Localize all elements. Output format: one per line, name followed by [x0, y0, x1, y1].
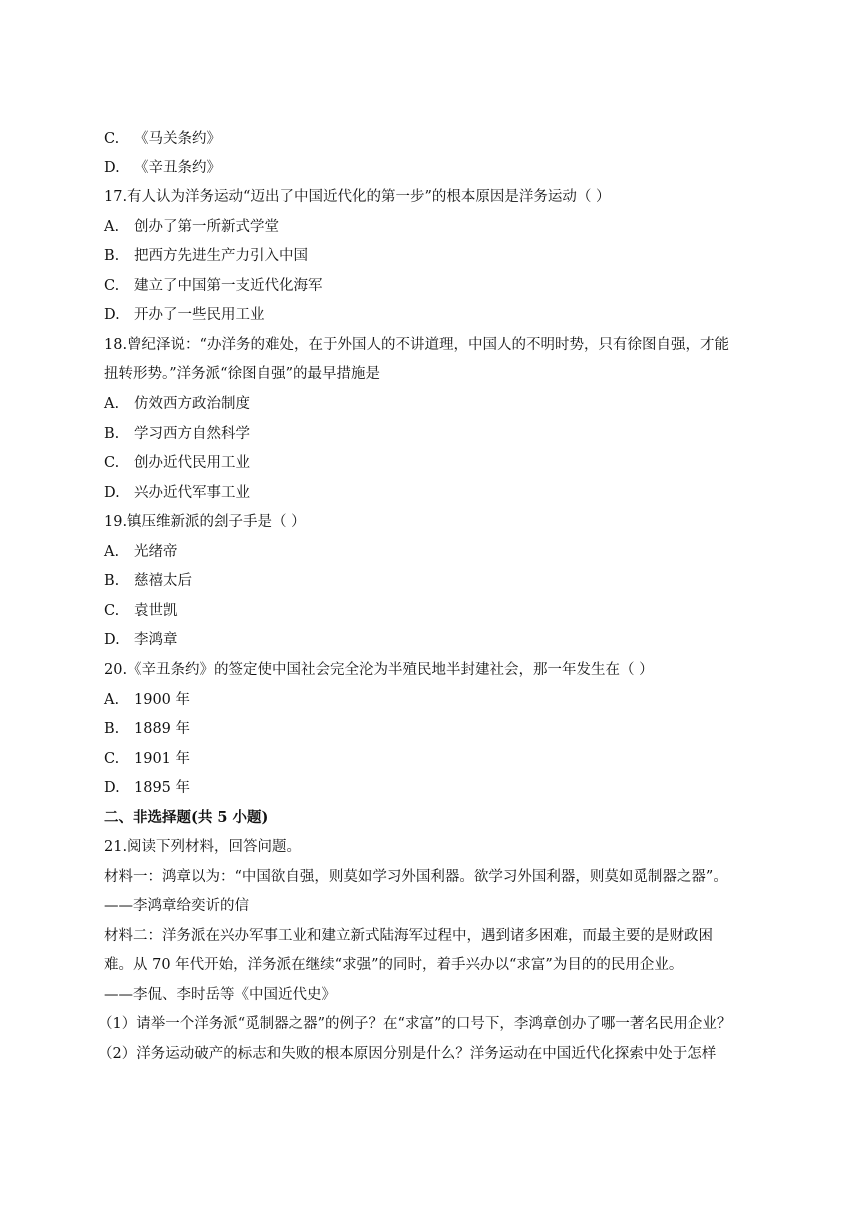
option-letter: B.	[104, 248, 120, 264]
option-letter: C.	[104, 278, 120, 294]
option-text: 仿效西方政治制度	[134, 396, 250, 412]
q21-stem: 21.阅读下列材料，回答问题。	[104, 839, 302, 855]
q19-option-d	[104, 630, 784, 650]
q18-stem-line1: 18.曾纪泽说：“办洋务的难处，在于外国人的不讲道理，中国人的不明时势，只有徐图自强，才能	[104, 337, 729, 353]
q17-option-a	[104, 217, 784, 237]
option-text: 兴办近代军事工业	[134, 485, 250, 501]
q17-option-d	[104, 305, 784, 325]
q17-option-c	[104, 276, 784, 296]
q20-option-a	[104, 690, 784, 710]
option-letter: A.	[104, 396, 120, 412]
option-letter: D.	[104, 780, 120, 796]
section-heading: 二、非选择题(共 5 小题)	[104, 809, 269, 826]
option-text: 把西方先进生产力引入中国	[134, 248, 308, 264]
q19-stem: 19.镇压维新派的刽子手是（ ）	[104, 514, 306, 530]
q20-option-d	[104, 778, 784, 798]
q21-material1: 材料一：鸿章以为：“中国欲自强，则莫如学习外国利器。欲学习外国利器，则莫如觅制器之器”。	[104, 869, 728, 885]
option-text: 学习西方自然科学	[134, 426, 250, 442]
q20-stem: 20.《辛丑条约》的签定使中国社会完全沦为半殖民地半封建社会，那一年发生在（ ）	[104, 662, 654, 678]
q21-source2: ——李侃、李时岳等《中国近代史》	[104, 987, 336, 1003]
option-text: 建立了中国第一支近代化海军	[134, 278, 323, 294]
q18-option-b	[104, 424, 784, 444]
option-letter: C.	[104, 131, 120, 147]
option-text: 开办了一些民用工业	[134, 307, 265, 323]
q20-option-b	[104, 719, 784, 739]
option-text: 1895 年	[134, 780, 191, 796]
option-letter: D.	[104, 307, 120, 323]
q19-option-a	[104, 542, 784, 562]
option-letter: A.	[104, 219, 120, 235]
option-letter: B.	[104, 721, 120, 737]
q21-subquestion-2: （2）洋务运动破产的标志和失败的根本原因分别是什么？洋务运动在中国近代化探索中处于怎样	[98, 1046, 717, 1062]
option-text: 慈禧太后	[134, 573, 192, 589]
option-letter: B.	[104, 426, 120, 442]
option-text: 创办近代民用工业	[134, 455, 250, 471]
option-text: 《马关条约》	[134, 131, 221, 147]
q18-option-c	[104, 453, 784, 473]
q18-stem-line2: 扭转形势。”洋务派“徐图自强”的最早措施是	[104, 366, 380, 382]
option-text: 袁世凯	[134, 603, 178, 619]
q21-material2-line1: 材料二：洋务派在兴办军事工业和建立新式陆海军过程中，遇到诸多困难，而最主要的是财政困	[104, 928, 713, 944]
option-text: 光绪帝	[134, 544, 178, 560]
option-text: 创办了第一所新式学堂	[134, 219, 279, 235]
q19-option-b	[104, 571, 784, 591]
q16-option-d	[104, 158, 784, 178]
option-letter: C.	[104, 455, 120, 471]
option-text: 《辛丑条约》	[134, 160, 221, 176]
q18-option-d	[104, 483, 784, 503]
option-text: 1889 年	[134, 721, 191, 737]
q21-source1: ——李鸿章给奕䜣的信	[104, 898, 249, 914]
option-letter: A.	[104, 692, 120, 708]
option-letter: C.	[104, 751, 120, 767]
q20-option-c	[104, 749, 784, 769]
q16-option-c	[104, 129, 784, 149]
option-text: 李鸿章	[134, 632, 178, 648]
q18-option-a	[104, 394, 784, 414]
option-letter: A.	[104, 544, 120, 560]
option-letter: B.	[104, 573, 120, 589]
q21-material2-line2: 难。从 70 年代开始，洋务派在继续“求强”的同时，着手兴办以“求富”为目的的民用企业。	[104, 957, 684, 973]
option-text: 1900 年	[134, 692, 191, 708]
q21-subquestion-1: （1）请举一个洋务派“觅制器之器”的例子？在“求富”的口号下，李鸿章创办了哪一著名民用企业？	[98, 1016, 732, 1032]
option-letter: D.	[104, 485, 120, 501]
q17-option-b	[104, 246, 784, 266]
option-letter: C.	[104, 603, 120, 619]
q17-stem: 17.有人认为洋务运动“迈出了中国近代化的第一步”的根本原因是洋务运动（ ）	[104, 189, 611, 205]
option-letter: D.	[104, 632, 120, 648]
option-text: 1901 年	[134, 751, 191, 767]
option-letter: D.	[104, 160, 120, 176]
q19-option-c	[104, 601, 784, 621]
